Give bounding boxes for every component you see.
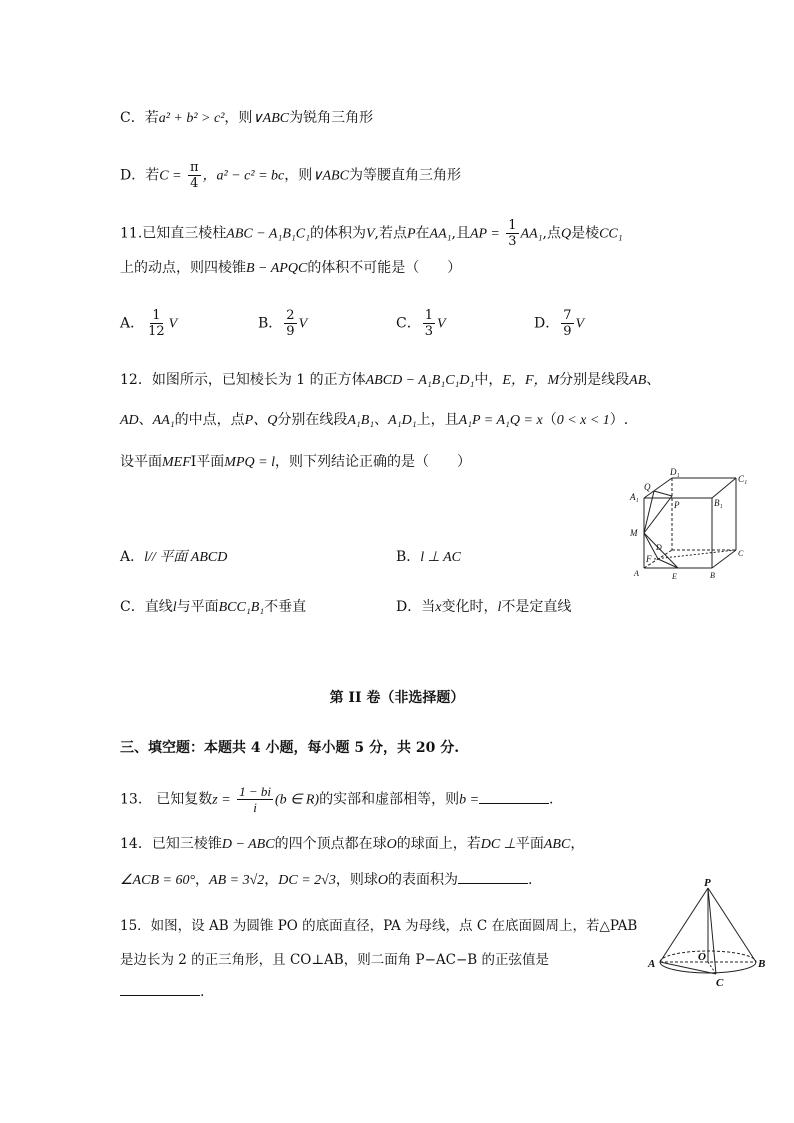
q13-stem: 13. 已知复数z = $\frac{1 - bi}{i}$ (b ∈ R)的实部和虚部相等，则b = .	[120, 784, 554, 815]
fraction: $\frac{7}{9}$	[563, 308, 572, 339]
label-f: F	[646, 554, 652, 564]
q12-option-b: B．l ⊥ AC	[396, 549, 462, 565]
q11-option-c: C． $\frac{1}{3}$ V	[396, 308, 446, 339]
q11-stem-line2: 上的动点，则四棱锥B − APQC的体积不可能是（ ）	[120, 260, 462, 276]
answer-blank	[120, 983, 200, 996]
q15-stem-line1: 15．如图，设 AB 为圆锥 PO 的底面直径，PA 为母线，点 C 在底面圆周上，若△PAB	[120, 918, 638, 934]
section-heading: 三、填空题：本题共 4 小题，每小题 5 分，共 20 分.	[120, 740, 460, 756]
q11-option-a: A． $\frac{1}{12}$ V	[120, 308, 178, 339]
label-a1: A₁	[630, 492, 639, 502]
q12-option-d: D．当x变化时，l不是定直线	[396, 599, 572, 615]
q12-stem-line3: 设平面MEFI平面MPQ = l，则下列结论正确的是（ ）	[120, 454, 471, 470]
label-b: B	[758, 958, 766, 970]
fraction: $\frac{2}{9}$	[286, 308, 295, 339]
label-e: E	[672, 572, 677, 581]
label-d1: D₁	[670, 467, 680, 477]
segment-pc	[708, 888, 716, 974]
fraction: $\frac{\pi}{4}$	[189, 160, 199, 191]
fraction: $\frac{1 - bi}{i}$	[239, 784, 272, 815]
q14-stem-line2: ∠ACB = 60°，AB = 3√2，DC = 2√3，则球O的表面积为 .	[120, 872, 533, 888]
q12-option-c: C．直线l与平面BCC₁B₁不垂直	[120, 599, 307, 615]
label-a: A	[648, 958, 656, 970]
label-m: M	[630, 528, 638, 538]
cube-figure	[626, 466, 756, 586]
label-c: C	[716, 977, 724, 989]
segment-fc	[654, 550, 736, 559]
fraction: $\frac{1}{12}$	[148, 308, 165, 339]
cone-figure	[644, 876, 774, 992]
label-c: C	[738, 549, 744, 558]
label-p: P	[704, 877, 711, 889]
q14-stem-line1: 14．已知三棱锥D − ABC的四个顶点都在球O的球面上，若DC ⊥平面ABC，	[120, 836, 585, 852]
q15-stem-line2: 是边长为 2 的正三角形，且 CO⊥AB，则二面角 P−AC−B 的正弦值是	[120, 952, 550, 968]
q11-option-d: D． $\frac{7}{9}$ V	[534, 308, 585, 339]
edge-b1c1	[712, 478, 736, 498]
label-a: A	[634, 569, 639, 578]
section-title: 第 II 卷（非选择题）	[329, 690, 465, 706]
label-d: D	[656, 543, 662, 552]
q11-option-b: B． $\frac{2}{9}$ V	[258, 308, 308, 339]
label-q: Q	[644, 482, 651, 492]
label-c1: C₁	[738, 474, 748, 484]
segment-fe	[658, 559, 678, 568]
fraction: $\frac{1}{3}$	[424, 308, 433, 339]
segment-qp	[654, 491, 672, 496]
label-b: B	[710, 571, 715, 580]
q12-stem-line2: AD、AA₁的中点，点P、Q分别在线段A₁B₁、A₁D₁上，且A₁P = A₁Q = x（0 < x < 1）.	[120, 412, 629, 428]
label-o: O	[698, 951, 706, 963]
base-front-arc	[660, 962, 756, 973]
answer-blank	[479, 791, 549, 804]
q10-option-d: D．若C = $\frac{\pi}{4}$ ，a² − c² = bc，则∨ABC为等腰直角三角形	[120, 160, 461, 191]
segment-pb	[708, 888, 756, 962]
q11-stem-line1: 11.已知直三棱柱ABC − A₁B₁C₁的体积为V,若点P在AA₁,且AP = $\frac{1}{3}$ AA₁,点Q是棱CC₁	[120, 218, 623, 249]
q15-stem-line3: .	[120, 982, 204, 1002]
label-p: P	[674, 500, 680, 510]
q12-stem-line1: 12．如图所示，已知棱长为 1 的正方体ABCD − A₁B₁C₁D₁中，E，F，M分别是线段AB、	[120, 372, 661, 388]
q12-option-a: A．l// 平面 ABCD	[120, 549, 228, 565]
fraction: $\frac{1}{3}$	[508, 218, 517, 249]
q10-option-c: C．若a² + b² > c²，则∨ABC为锐角三角形	[120, 110, 374, 126]
answer-blank	[458, 871, 528, 884]
label-b1: B₁	[714, 498, 723, 508]
